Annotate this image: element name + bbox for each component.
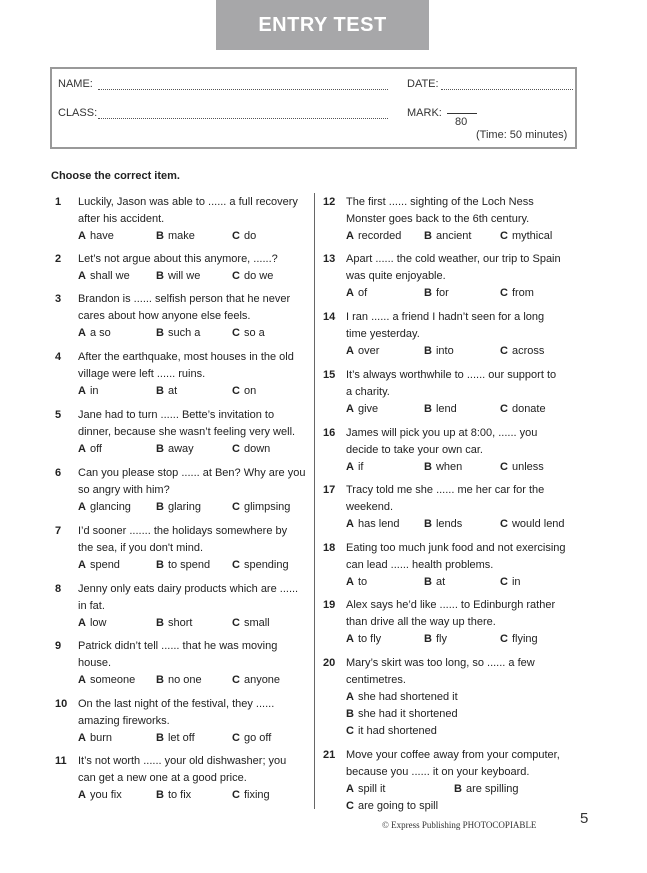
question-stem-line: can lead ...... health problems. bbox=[346, 559, 494, 571]
option-text: recorded bbox=[357, 230, 402, 242]
option-letter: A bbox=[346, 783, 354, 795]
option-letter: B bbox=[424, 287, 432, 299]
option-letter: C bbox=[500, 633, 508, 645]
option-b[interactable] bbox=[424, 516, 462, 533]
option-text: into bbox=[435, 345, 454, 357]
option-text: of bbox=[357, 287, 368, 299]
option-letter: B bbox=[424, 345, 432, 357]
option-text: give bbox=[357, 403, 379, 415]
option-b[interactable] bbox=[156, 615, 192, 632]
option-text: away bbox=[167, 443, 194, 455]
option-c[interactable] bbox=[232, 557, 289, 574]
option-letter: C bbox=[232, 617, 240, 629]
question-stem-line: James will pick you up at 8:00, ...... you bbox=[346, 427, 538, 439]
option-letter: B bbox=[424, 461, 432, 473]
option-c[interactable] bbox=[232, 228, 256, 245]
option-text: glaring bbox=[167, 501, 201, 513]
option-text: to fly bbox=[357, 633, 382, 645]
option-text: short bbox=[167, 617, 193, 629]
option-letter: A bbox=[346, 403, 354, 415]
instructions-heading: Choose the correct item. bbox=[51, 170, 180, 182]
name-label: NAME: bbox=[58, 78, 93, 90]
option-letter: A bbox=[78, 443, 86, 455]
option-text: shall we bbox=[89, 270, 130, 282]
option-b[interactable] bbox=[454, 781, 519, 798]
option-letter: C bbox=[232, 385, 240, 397]
option-a[interactable] bbox=[346, 781, 385, 798]
page-number: 5 bbox=[580, 810, 589, 827]
question-stem-line: Luckily, Jason was able to ...... a full recovery bbox=[78, 196, 298, 208]
option-text: will we bbox=[167, 270, 201, 282]
option-text: off bbox=[89, 443, 102, 455]
question-number: 5 bbox=[55, 409, 62, 421]
option-letter: C bbox=[500, 576, 508, 588]
option-c[interactable] bbox=[346, 798, 438, 815]
option-letter: C bbox=[500, 345, 508, 357]
question-stem-line: was quite enjoyable. bbox=[346, 270, 446, 282]
option-text: when bbox=[435, 461, 463, 473]
option-c[interactable] bbox=[346, 723, 437, 740]
name-field[interactable] bbox=[98, 89, 388, 90]
question-stem-line: It’s not worth ...... your old dishwasher; you bbox=[78, 755, 287, 767]
option-text: if bbox=[357, 461, 364, 473]
option-c[interactable] bbox=[232, 268, 273, 285]
question-stem-line: Mary’s skirt was too long, so ...... a few bbox=[346, 657, 535, 669]
option-text: go off bbox=[243, 732, 272, 744]
question-stem-line: cares about how anyone else feels. bbox=[78, 310, 251, 322]
option-c[interactable] bbox=[232, 499, 290, 516]
option-b[interactable] bbox=[156, 499, 201, 516]
option-c[interactable] bbox=[232, 615, 270, 632]
question-stem bbox=[346, 425, 576, 459]
question-stem-line: dinner, because she wasn’t feeling very well. bbox=[78, 426, 296, 438]
option-a[interactable] bbox=[346, 343, 379, 360]
option-letter: B bbox=[424, 518, 432, 530]
option-letter: C bbox=[346, 800, 354, 812]
option-b[interactable] bbox=[424, 343, 454, 360]
option-text: do bbox=[243, 230, 257, 242]
question-number: 2 bbox=[55, 253, 62, 265]
option-letter: B bbox=[454, 783, 462, 795]
option-a[interactable] bbox=[78, 441, 102, 458]
question-stem-line: Jane had to turn ...... Bette’s invitation to bbox=[78, 409, 275, 421]
option-letter: B bbox=[156, 732, 164, 744]
option-text: for bbox=[435, 287, 449, 299]
question-stem bbox=[346, 655, 576, 689]
option-a[interactable] bbox=[78, 557, 120, 574]
option-c[interactable] bbox=[232, 383, 256, 400]
question-stem bbox=[78, 581, 308, 615]
question-number: 11 bbox=[55, 755, 67, 767]
question-stem bbox=[78, 696, 308, 730]
option-b[interactable] bbox=[424, 228, 471, 245]
question-stem-line: Move your coffee away from your computer, bbox=[346, 749, 560, 761]
option-text: are going to spill bbox=[357, 800, 439, 812]
question-stem-line: house. bbox=[78, 657, 112, 669]
option-text: ancient bbox=[435, 230, 472, 242]
question-number: 8 bbox=[55, 583, 62, 595]
option-text: at bbox=[435, 576, 446, 588]
question-stem-line: Eating too much junk food and not exercising bbox=[346, 542, 566, 554]
option-text: it had shortened bbox=[357, 725, 437, 737]
option-letter: C bbox=[232, 327, 240, 339]
page-title-banner bbox=[216, 0, 429, 50]
option-letter: A bbox=[346, 576, 354, 588]
question-number: 17 bbox=[323, 484, 336, 496]
option-text: in bbox=[511, 576, 521, 588]
option-text: fixing bbox=[243, 789, 270, 801]
date-field[interactable] bbox=[441, 89, 573, 90]
option-letter: B bbox=[156, 559, 164, 571]
option-letter: B bbox=[156, 674, 164, 686]
question-stem-line: It’s always worthwhile to ...... our support to bbox=[346, 369, 557, 381]
option-letter: B bbox=[156, 789, 164, 801]
question-stem-line: because you ...... it on your keyboard. bbox=[346, 766, 530, 778]
option-text: flying bbox=[511, 633, 538, 645]
question-stem-line: On the last night of the festival, they ...... bbox=[78, 698, 275, 710]
option-text: have bbox=[89, 230, 114, 242]
option-c[interactable] bbox=[232, 787, 270, 804]
option-text: burn bbox=[89, 732, 112, 744]
option-text: would lend bbox=[511, 518, 565, 530]
option-c[interactable] bbox=[500, 285, 534, 302]
question-number: 7 bbox=[55, 525, 62, 537]
question-stem-line: time yesterday. bbox=[346, 328, 420, 340]
option-c[interactable] bbox=[232, 672, 280, 689]
option-letter: A bbox=[346, 287, 354, 299]
option-letter: A bbox=[346, 230, 354, 242]
question-stem-line: After the earthquake, most houses in the old bbox=[78, 351, 294, 363]
question-stem-line: Alex says he’d like ...... to Edinburgh rather bbox=[346, 599, 556, 611]
option-text: glancing bbox=[89, 501, 131, 513]
question-number: 6 bbox=[55, 467, 62, 479]
option-text: spending bbox=[243, 559, 289, 571]
question-stem bbox=[346, 194, 576, 228]
option-b[interactable] bbox=[156, 441, 194, 458]
mark-field[interactable] bbox=[447, 113, 477, 114]
time-note: (Time: 50 minutes) bbox=[476, 129, 568, 141]
question-stem-line: Apart ...... the cold weather, our trip to Spain bbox=[346, 253, 561, 265]
option-b[interactable] bbox=[156, 325, 200, 342]
option-c[interactable] bbox=[500, 401, 546, 418]
option-a[interactable] bbox=[78, 615, 106, 632]
option-letter: C bbox=[500, 461, 508, 473]
option-letter: A bbox=[78, 559, 86, 571]
option-a[interactable] bbox=[78, 499, 131, 516]
option-text: she had it shortened bbox=[357, 708, 458, 720]
option-letter: B bbox=[156, 230, 164, 242]
option-letter: C bbox=[346, 725, 354, 737]
question-number: 15 bbox=[323, 369, 336, 381]
column-divider bbox=[314, 193, 315, 809]
option-text: make bbox=[167, 230, 195, 242]
question-stem-line: weekend. bbox=[346, 501, 394, 513]
option-text: small bbox=[243, 617, 270, 629]
question-number: 19 bbox=[323, 599, 336, 611]
date-label: DATE: bbox=[407, 78, 439, 90]
question-stem-line: in fat. bbox=[78, 600, 105, 612]
option-b[interactable] bbox=[424, 401, 457, 418]
option-letter: A bbox=[346, 633, 354, 645]
option-letter: C bbox=[500, 230, 508, 242]
option-c[interactable] bbox=[232, 441, 270, 458]
question-stem bbox=[346, 597, 576, 631]
option-b[interactable] bbox=[424, 285, 449, 302]
question-number: 4 bbox=[55, 351, 62, 363]
question-stem bbox=[346, 482, 576, 516]
option-letter: C bbox=[232, 501, 240, 513]
option-b[interactable] bbox=[156, 730, 195, 747]
option-letter: A bbox=[78, 501, 86, 513]
option-letter: C bbox=[500, 287, 508, 299]
class-label: CLASS: bbox=[58, 107, 98, 119]
question-stem bbox=[346, 747, 576, 781]
option-letter: C bbox=[232, 674, 240, 686]
question-stem-line: The first ...... sighting of the Loch Ness bbox=[346, 196, 534, 208]
question-stem-line: I ran ...... a friend I hadn’t seen for a long bbox=[346, 311, 545, 323]
option-c[interactable] bbox=[232, 730, 271, 747]
option-b[interactable] bbox=[156, 557, 210, 574]
option-c[interactable] bbox=[500, 516, 565, 533]
option-text: someone bbox=[89, 674, 136, 686]
question-stem-line: amazing fireworks. bbox=[78, 715, 170, 727]
option-a[interactable] bbox=[78, 268, 130, 285]
question-number: 12 bbox=[323, 196, 336, 208]
question-stem-line: centimetres. bbox=[346, 674, 406, 686]
option-letter: B bbox=[156, 327, 164, 339]
option-text: she had shortened it bbox=[357, 691, 458, 703]
question-number: 10 bbox=[55, 698, 68, 710]
question-number: 21 bbox=[323, 749, 336, 761]
option-c[interactable] bbox=[232, 325, 265, 342]
option-b[interactable] bbox=[424, 459, 462, 476]
option-a[interactable] bbox=[78, 672, 135, 689]
option-letter: C bbox=[232, 559, 240, 571]
option-letter: A bbox=[346, 345, 354, 357]
question-stem-line: Patrick didn’t tell ...... that he was moving bbox=[78, 640, 278, 652]
option-b[interactable] bbox=[156, 383, 177, 400]
option-text: such a bbox=[167, 327, 201, 339]
question-stem-line: the sea, if you don't mind. bbox=[78, 542, 204, 554]
option-b[interactable] bbox=[156, 228, 195, 245]
option-a[interactable] bbox=[346, 631, 381, 648]
question-stem bbox=[346, 367, 576, 401]
question-stem bbox=[78, 194, 308, 228]
option-b[interactable] bbox=[156, 268, 200, 285]
question-stem-line: can get a new one at a good price. bbox=[78, 772, 247, 784]
option-letter: A bbox=[78, 270, 86, 282]
option-letter: B bbox=[424, 576, 432, 588]
option-text: on bbox=[243, 385, 257, 397]
option-text: anyone bbox=[243, 674, 281, 686]
question-number: 3 bbox=[55, 293, 62, 305]
question-stem-line: a charity. bbox=[346, 386, 390, 398]
option-text: across bbox=[511, 345, 545, 357]
option-a[interactable] bbox=[346, 689, 458, 706]
option-letter: A bbox=[78, 617, 86, 629]
option-text: to spend bbox=[167, 559, 211, 571]
option-text: down bbox=[243, 443, 271, 455]
question-stem-line: I’d sooner ....... the holidays somewhere by bbox=[78, 525, 288, 537]
option-letter: C bbox=[232, 270, 240, 282]
option-a[interactable] bbox=[78, 730, 112, 747]
question-stem-line: Tracy told me she ...... me her car for the bbox=[346, 484, 545, 496]
option-text: from bbox=[511, 287, 534, 299]
option-text: spill it bbox=[357, 783, 386, 795]
student-info-box bbox=[50, 67, 577, 149]
class-field[interactable] bbox=[98, 118, 388, 119]
option-text: spend bbox=[89, 559, 120, 571]
option-b[interactable] bbox=[346, 706, 458, 723]
question-number: 16 bbox=[323, 427, 336, 439]
question-stem bbox=[78, 251, 308, 268]
option-letter: C bbox=[232, 732, 240, 744]
option-text: unless bbox=[511, 461, 544, 473]
option-letter: C bbox=[232, 789, 240, 801]
option-a[interactable] bbox=[346, 401, 378, 418]
question-stem-line: than drive all the way up there. bbox=[346, 616, 496, 628]
option-letter: C bbox=[500, 518, 508, 530]
option-letter: B bbox=[424, 403, 432, 415]
question-stem bbox=[78, 753, 308, 787]
option-text: to bbox=[357, 576, 368, 588]
question-stem-line: so angry with him? bbox=[78, 484, 170, 496]
footer-credit: © Express Publishing PHOTOCOPIABLE bbox=[382, 820, 537, 830]
option-a[interactable] bbox=[78, 787, 122, 804]
question-stem bbox=[78, 291, 308, 325]
option-letter: A bbox=[346, 691, 354, 703]
option-text: at bbox=[167, 385, 178, 397]
option-letter: B bbox=[156, 385, 164, 397]
mark-label: MARK: bbox=[407, 107, 442, 119]
question-stem-line: Monster goes back to the 6th century. bbox=[346, 213, 530, 225]
mark-total: 80 bbox=[455, 116, 468, 128]
question-stem-line: decide to take your own car. bbox=[346, 444, 483, 456]
option-text: lend bbox=[435, 403, 457, 415]
option-text: are spilling bbox=[465, 783, 519, 795]
question-stem bbox=[78, 638, 308, 672]
question-stem bbox=[78, 407, 308, 441]
option-text: has lend bbox=[357, 518, 400, 530]
option-letter: A bbox=[346, 518, 354, 530]
option-letter: A bbox=[78, 732, 86, 744]
option-text: mythical bbox=[511, 230, 553, 242]
option-text: so a bbox=[243, 327, 265, 339]
option-a[interactable] bbox=[346, 516, 400, 533]
question-stem bbox=[78, 349, 308, 383]
option-letter: C bbox=[232, 230, 240, 242]
option-text: you fix bbox=[89, 789, 122, 801]
option-text: fly bbox=[435, 633, 447, 645]
option-letter: A bbox=[78, 674, 86, 686]
option-text: low bbox=[89, 617, 107, 629]
option-letter: A bbox=[78, 385, 86, 397]
option-c[interactable] bbox=[500, 459, 544, 476]
option-text: do we bbox=[243, 270, 274, 282]
option-a[interactable] bbox=[346, 228, 401, 245]
question-stem bbox=[78, 523, 308, 557]
option-text: glimpsing bbox=[243, 501, 291, 513]
option-letter: B bbox=[156, 270, 164, 282]
question-number: 14 bbox=[323, 311, 336, 323]
question-stem bbox=[78, 465, 308, 499]
option-letter: B bbox=[424, 230, 432, 242]
option-letter: B bbox=[346, 708, 354, 720]
question-number: 13 bbox=[323, 253, 336, 265]
option-text: to fix bbox=[167, 789, 192, 801]
option-text: in bbox=[89, 385, 99, 397]
option-text: a so bbox=[89, 327, 111, 339]
page-title: ENTRY TEST bbox=[258, 13, 387, 36]
question-stem-line: Can you please stop ...... at Ben? Why are you bbox=[78, 467, 306, 479]
option-text: no one bbox=[167, 674, 202, 686]
option-a[interactable] bbox=[346, 459, 363, 476]
option-a[interactable] bbox=[78, 228, 114, 245]
option-b[interactable] bbox=[424, 574, 445, 591]
option-a[interactable] bbox=[78, 383, 99, 400]
question-number: 20 bbox=[323, 657, 336, 669]
option-b[interactable] bbox=[156, 672, 202, 689]
option-text: lends bbox=[435, 518, 463, 530]
option-letter: B bbox=[424, 633, 432, 645]
question-number: 1 bbox=[55, 196, 62, 208]
option-a[interactable] bbox=[78, 325, 111, 342]
option-b[interactable] bbox=[424, 631, 447, 648]
question-stem-line: village were left ...... ruins. bbox=[78, 368, 206, 380]
question-stem-line: after his accident. bbox=[78, 213, 165, 225]
option-text: donate bbox=[511, 403, 546, 415]
option-letter: A bbox=[78, 327, 86, 339]
option-c[interactable] bbox=[500, 631, 538, 648]
option-letter: A bbox=[346, 461, 354, 473]
question-stem-line: Let’s not argue about this anymore, ......? bbox=[78, 253, 278, 265]
option-letter: A bbox=[78, 789, 86, 801]
option-c[interactable] bbox=[500, 574, 521, 591]
option-letter: C bbox=[500, 403, 508, 415]
option-text: over bbox=[357, 345, 380, 357]
option-letter: A bbox=[78, 230, 86, 242]
option-b[interactable] bbox=[156, 787, 191, 804]
option-c[interactable] bbox=[500, 228, 552, 245]
option-letter: B bbox=[156, 501, 164, 513]
question-stem-line: Brandon is ...... selfish person that he never bbox=[78, 293, 291, 305]
option-a[interactable] bbox=[346, 285, 367, 302]
option-letter: B bbox=[156, 443, 164, 455]
option-text: let off bbox=[167, 732, 195, 744]
question-stem bbox=[346, 309, 576, 343]
option-letter: B bbox=[156, 617, 164, 629]
option-letter: C bbox=[232, 443, 240, 455]
question-stem bbox=[346, 251, 576, 285]
option-a[interactable] bbox=[346, 574, 367, 591]
question-number: 9 bbox=[55, 640, 62, 652]
question-stem bbox=[346, 540, 576, 574]
option-c[interactable] bbox=[500, 343, 544, 360]
question-number: 18 bbox=[323, 542, 336, 554]
question-stem-line: Jenny only eats dairy products which are ...... bbox=[78, 583, 299, 595]
